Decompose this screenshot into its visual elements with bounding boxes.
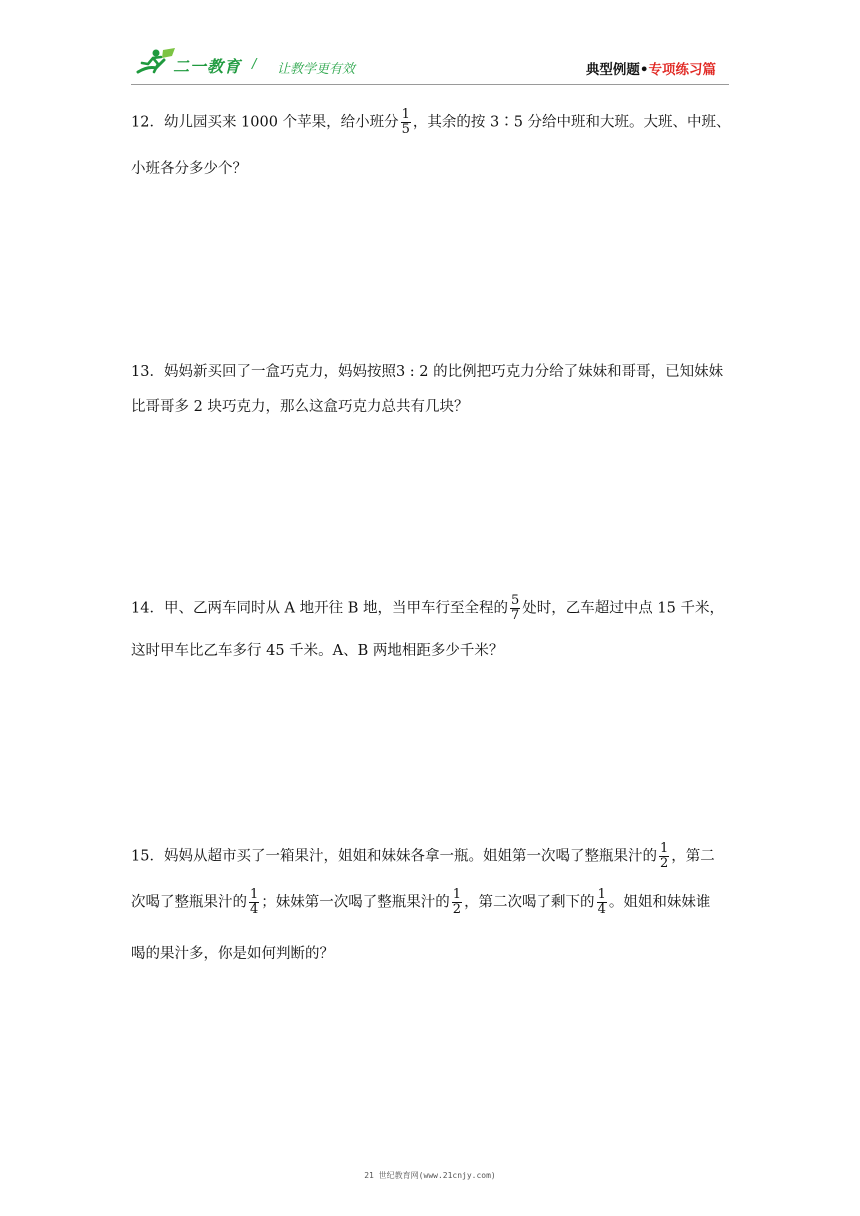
question-14-line-2: 这时甲车比乙车多行 45 千米。A、B 两地相距多少千米？ <box>131 643 504 659</box>
question-14-line-1 <box>131 594 724 623</box>
fraction <box>452 888 462 917</box>
section-title <box>586 58 716 78</box>
question-text: ；妹妹第一次喝了整瓶果汁的 <box>261 894 450 911</box>
brand-name: 二一教育 <box>173 57 242 76</box>
question-text: ，第二次喝了剩下的 <box>464 894 595 911</box>
question-text: 12．幼儿园买来 1000 个苹果，给小班分 <box>131 114 399 131</box>
question-13-line-2: 比哥哥多 2 块巧克力，那么这盒巧克力总共有几块？ <box>131 399 469 415</box>
question-text: 处时，乙车超过中点 15 千米， <box>522 600 724 617</box>
header-separator: / <box>252 57 257 72</box>
fraction-numerator: 1 <box>250 887 259 902</box>
fraction-numerator: 1 <box>597 887 606 902</box>
fraction-denominator: 5 <box>401 122 410 137</box>
question-text: ，第二 <box>671 848 715 865</box>
section-title-main: 典型例题 <box>585 62 640 78</box>
question-text: 14．甲、乙两车同时从 A 地开往 B 地，当甲车行至全程的 <box>131 600 509 617</box>
fraction-denominator: 2 <box>452 902 462 917</box>
question-text: 。姐姐和妹妹谁 <box>608 894 711 911</box>
fraction-denominator: 2 <box>659 856 669 871</box>
fraction-denominator: 4 <box>250 902 259 917</box>
question-text: ，其余的按 3∶5 分给中班和大班。大班、中班、 <box>412 114 731 131</box>
section-title-sub: 专项练习篇 <box>648 62 716 78</box>
question-text: 次喝了整瓶果汁的 <box>131 894 247 911</box>
question-15-line-2 <box>131 888 710 917</box>
question-text: 15．妈妈从超市买了一箱果汁，姐姐和妹妹各拿一瓶。姐姐第一次喝了整瓶果汁的 <box>131 848 657 865</box>
fraction <box>510 594 520 623</box>
fraction <box>401 108 411 137</box>
fraction-denominator: 7 <box>511 608 520 623</box>
fraction <box>249 888 259 917</box>
runner-logo-icon <box>134 46 178 78</box>
fraction-numerator: 1 <box>659 841 669 856</box>
fraction <box>659 842 669 871</box>
page-footer: 21 世纪教育网(www.21cnjy.com) <box>364 1171 496 1180</box>
question-13-line-1: 13．妈妈新买回了一盒巧克力，妈妈按照3 : 2 的比例把巧克力分给了妹妹和哥哥，已知妹妹 <box>131 364 724 380</box>
fraction-numerator: 1 <box>452 887 462 902</box>
page-header <box>0 0 860 90</box>
question-15-line-1 <box>131 842 715 871</box>
fraction-numerator: 1 <box>401 107 410 122</box>
fraction-numerator: 5 <box>511 593 520 608</box>
question-15-line-3: 喝的果汁多，你是如何判断的？ <box>131 946 334 962</box>
fraction <box>597 888 607 917</box>
section-title-dot: • <box>639 62 649 78</box>
header-divider <box>131 84 729 85</box>
question-12-line-1 <box>131 108 731 137</box>
fraction-denominator: 4 <box>597 902 606 917</box>
brand-slogan: 让教学更有效 <box>277 62 356 77</box>
question-12-line-2: 小班各分多少个？ <box>131 161 247 177</box>
